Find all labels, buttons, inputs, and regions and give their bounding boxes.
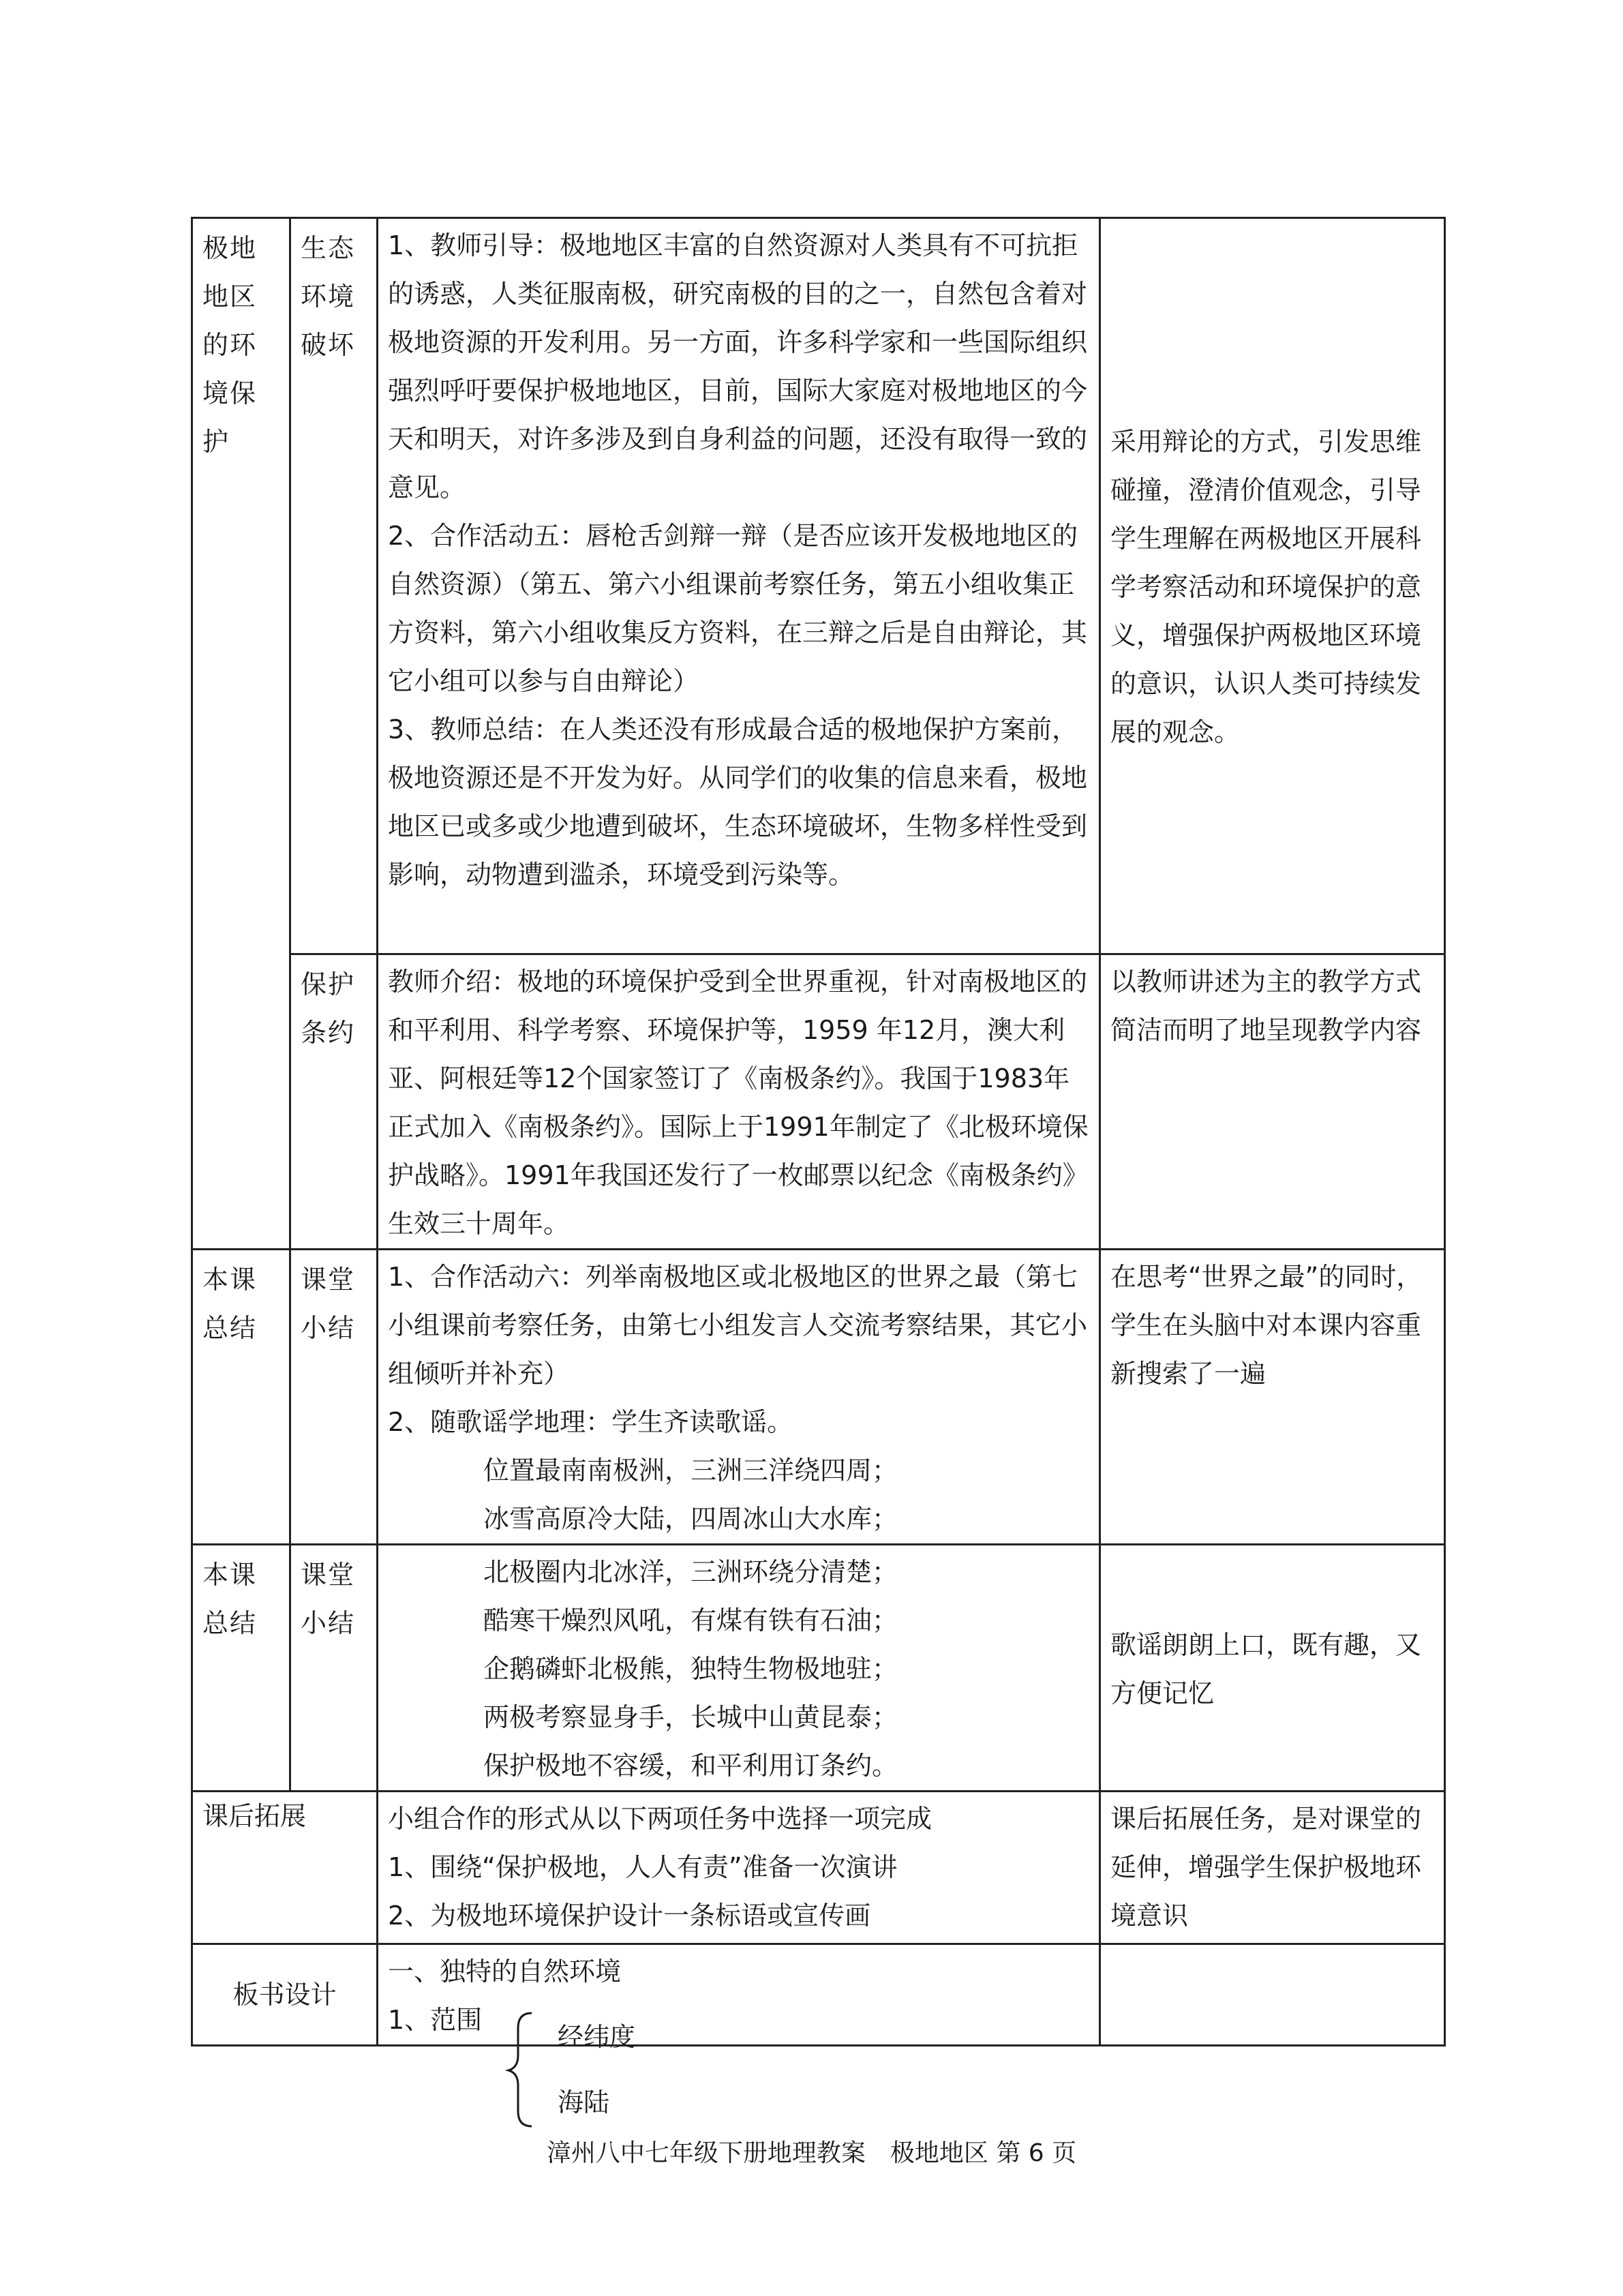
content-cell: [378, 1944, 1100, 2046]
table-row: [192, 218, 1445, 954]
note-cell: [1100, 1250, 1445, 1545]
topic-cell: 板书设计: [192, 1944, 378, 2046]
table-row: [192, 1545, 1445, 1792]
paragraph: 3、教师总结：在人类还没有形成最合适的极地保护方案前，极地资源还是不开发为好。从同学们的收集的信息来看，极地地区已或多或少地遭到破坏，生态环境破坏，生物多样性受到影响，动物遭到滥杀，环境受到污染等。: [388, 714, 1088, 890]
poem-line: 两极考察显身手，长城中山黄昆泰；: [483, 1702, 898, 1732]
paragraph: 小组合作的形式从以下两项任务中选择一项完成: [388, 1804, 932, 1834]
paragraph: 1、教师引导：极地地区丰富的自然资源对人类具有不可抗拒的诱惑，人类征服南极，研究南极的目的之一，自然包含着对极地资源的开发利用。另一方面，许多科学家和一些国际组织强烈呼吁要保护极地地区，目前，国际大家庭对极地地区的今天和明天，对许多涉及到自身利益的问题，还没有取得一致的意见。: [388, 230, 1088, 502]
table-row: [192, 1250, 1445, 1545]
paragraph: 1、合作活动六：列举南极地区或北极地区的世界之最（第七小组课前考察任务，由第七小组发言人交流考察结果，其它小组倾听并补充）: [388, 1262, 1088, 1389]
topic-cell: 本课总结: [192, 1250, 290, 1545]
poem-line: 酷寒干燥烈风吼，有煤有铁有石油；: [483, 1605, 898, 1635]
topic-cell: 极地地区的环境保护: [192, 218, 290, 1250]
note-cell: [1100, 1944, 1445, 2046]
content-cell: [378, 1545, 1100, 1792]
note-text: 课后拓展任务，是对课堂的延伸，增强学生保护极地环境意识: [1110, 1804, 1422, 1931]
brace-item: 经纬度: [558, 2022, 636, 2052]
poem-line: 北极圈内北冰洋，三洲环绕分清楚；: [483, 1557, 898, 1587]
note-cell: [1100, 218, 1445, 954]
lesson-plan-table: [191, 217, 1446, 2046]
note-text: 歌谣朗朗上口，既有趣，又方便记忆: [1110, 1629, 1422, 1708]
note-text: 采用辩论的方式，引发思维碰撞，澄清价值观念，引导学生理解在两极地区开展科学考察活动和环境保护的意义，增强保护两极地区环境的意识，认识人类可持续发展的观念。: [1110, 427, 1422, 747]
subtopic-cell: 课堂小结: [290, 1250, 378, 1545]
paragraph: 2、为极地环境保护设计一条标语或宣传画: [388, 1901, 871, 1931]
topic-cell: 课后拓展: [192, 1792, 378, 1944]
topic-cell: 本课总结: [192, 1545, 290, 1792]
board-brace-group: [504, 2008, 709, 2130]
content-cell: [378, 218, 1100, 954]
page-footer: 漳州八中七年级下册地理教案 极地地区 第 6 页: [546, 2139, 1077, 2167]
poem-line: 保护极地不容缓，和平利用订条约。: [483, 1751, 898, 1781]
brace-item: 海陆: [558, 2087, 610, 2117]
poem-line: 位置最南南极洲，三洲三洋绕四周；: [483, 1455, 898, 1485]
note-cell: [1100, 954, 1445, 1250]
content-cell: [378, 954, 1100, 1250]
subtopic-cell: 课堂小结: [290, 1545, 378, 1792]
poem-line: 企鹅磷虾北极熊，独特生物极地驻；: [483, 1654, 898, 1684]
note-cell: [1100, 1792, 1445, 1944]
brace-icon: [504, 2008, 559, 2130]
table-row: [192, 1792, 1445, 1944]
paragraph: 一、独特的自然环境: [388, 1957, 622, 1987]
table-row: [192, 1944, 1445, 2046]
note-text: 在思考“世界之最”的同时，学生在头脑中对本课内容重新搜索了一遍: [1110, 1262, 1423, 1389]
content-cell: [378, 1250, 1100, 1545]
paragraph: 2、随歌谣学地理：学生齐读歌谣。: [388, 1407, 793, 1437]
paragraph: 2、合作活动五：唇枪舌剑辩一辩（是否应该开发极地地区的自然资源）（第五、第六小组课前考察任务，第五小组收集正方资料，第六小组收集反方资料，在三辩之后是自由辩论，其它小组可以参与自由辩论）: [388, 521, 1088, 696]
content-cell: [378, 1792, 1100, 1944]
subtopic-cell: 保护条约: [290, 954, 378, 1250]
poem-line: 冰雪高原冷大陆，四周冰山大水库；: [483, 1504, 898, 1534]
paragraph: 教师介绍：极地的环境保护受到全世界重视，针对南极地区的和平利用、科学考察、环境保护等，1959 年12月，澳大利亚、阿根廷等12个国家签订了《南极条约》。我国于1983年正式加入《南极条约》。国际上于1991年制定了《北极环境保护战略》。1991年我国还发行了一枚邮票以纪念《南极条约》生效三十周年。: [388, 967, 1089, 1239]
note-text: 以教师讲述为主的教学方式简洁而明了地呈现教学内容: [1110, 967, 1422, 1045]
paragraph: 1、围绕“保护极地，人人有责”准备一次演讲: [388, 1852, 898, 1882]
note-cell: [1100, 1545, 1445, 1792]
table-row: [192, 954, 1445, 1250]
subtopic-cell: 生态环境破坏: [290, 218, 378, 954]
paragraph: 1、范围: [388, 2005, 483, 2035]
